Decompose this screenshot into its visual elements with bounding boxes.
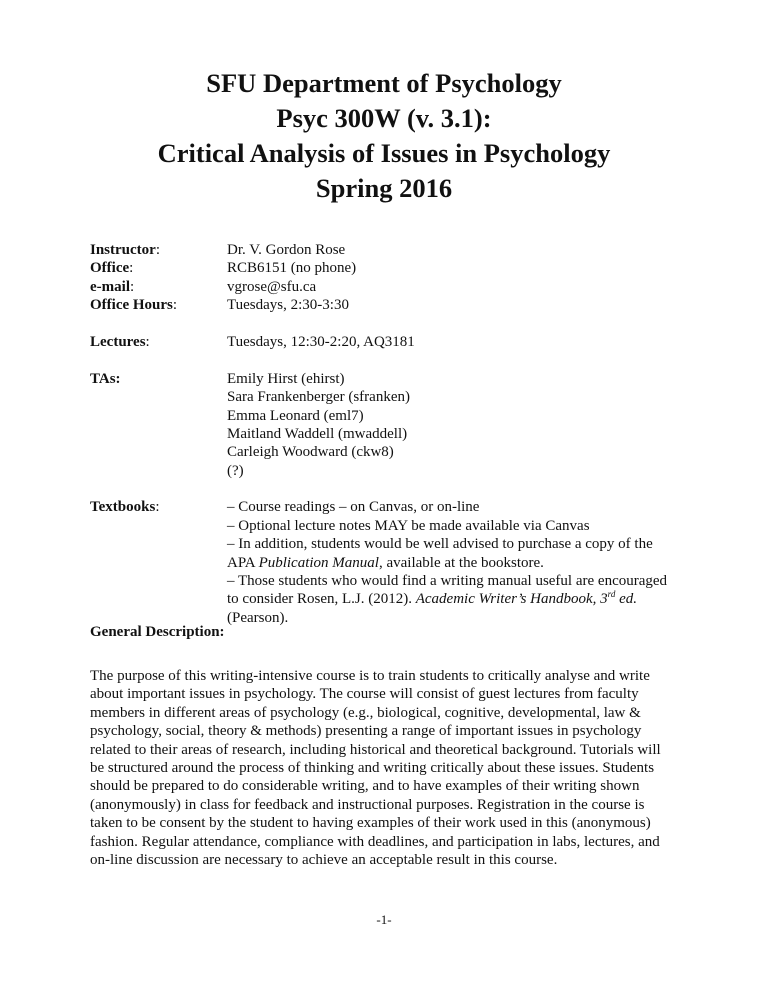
ta-item: (?)	[227, 462, 244, 479]
tas-label: TAs:	[90, 370, 121, 387]
publication-manual-title: Publication Manual	[258, 554, 379, 571]
paragraph-line: taken to be consent by the student to having examples of their work used in this (anonymous)	[90, 815, 651, 832]
ta-item: Emma Leonard (eml7)	[227, 407, 364, 424]
document-page: SFU Department of Psychology Psyc 300W (v. 3.1): Critical Analysis of Issues in Psychology Spring 2016 Instructor: Dr. V. Gordon Rose Office: RCB6151 (no phone) e-mail: vgrose@sfu.ca Office Hours: Tuesdays, 2:30-3:30 Lectures: Tuesdays, 12:30-2:20, AQ3181 TAs: Emily Hirst (ehirst) Sara Frankenberger (sfranken) Emma Leonard (eml7) Maitland Waddell (mwaddell) Carleigh Woodward (ckw8) (?) Textbooks: – Course readings – on Canvas, or on-line – Optional lecture notes MAY be made available via Canvas – In addition, students would be well advised to purchase a copy of the APA Publication Manual, available at the bookstore. – Those students who would find a writing manual useful are encouraged to consider Rosen, L.J. (2012). Academic Writer’s Handbook, 3rd ed. (Pearson). General Description: The purpose of this writing-intensive course is to train students to critically analyse and write about important issues in psychology. The course will consist of guest lectures from faculty members in different areas of psychology (e.g., biological, cognitive, developmental, law & psychology, social, theory & methods) presenting a range of important issues in psychology related to their areas of research, including historical and theoretical background. Tutorials will be structured around the process of thinking and writing critically about these issues. Students should be prepared to do considerable writing, and to have examples of their writing shown (anonymously) in class for feedback and instructional purposes. Registration in the course is taken to be consent by the student to having examples of their work used in this (anonymous) fashion. Regular attendance, compliance with deadlines, and participation in labs, lectures, and on-line discussion are necessary to achieve an acceptable result in this course. -1-	[0, 0, 768, 994]
paragraph-line: related to their areas of research, including historical and theoretical background. Tutorials will	[90, 741, 661, 758]
email-value[interactable]: vgrose@sfu.ca	[227, 278, 317, 295]
textbook-line: – In addition, students would be well advised to purchase a copy of the	[227, 536, 653, 553]
paragraph-line: should be prepared to do considerable writing, and to have examples of their writing shown	[90, 778, 640, 795]
textbook-line: – Those students who would find a writing manual useful are encouraged	[227, 573, 668, 590]
textbook-line: APA Publication Manual, available at the bookstore.	[227, 554, 544, 571]
office-hours-label: Office Hours	[90, 297, 173, 314]
email-label: e-mail	[90, 278, 130, 295]
department-title: SFU Department of Psychology	[206, 68, 562, 98]
office-value: RCB6151 (no phone)	[227, 260, 357, 277]
office-label: Office	[90, 260, 130, 277]
office-hours-value: Tuesdays, 2:30-3:30	[227, 297, 349, 314]
page-number: -1-	[376, 912, 392, 927]
paragraph-line: on-line discussion are necessary to achieve an acceptable result in this course.	[90, 851, 558, 868]
lectures-label: Lectures	[90, 333, 146, 350]
paragraph-line: be structured around the process of thinking and writing critically about these issues. Students	[90, 759, 655, 776]
paragraph-line: fashion. Regular attendance, compliance with deadlines, and participation in labs, lectures, and	[90, 833, 660, 850]
instructor-label: Instructor	[90, 242, 156, 258]
paragraph-line: (anonymously) in class for feedback and instructional purposes. Registration in the course is	[90, 796, 645, 813]
paragraph-line: about important issues in psychology. The course will consist of guest lectures from faculty	[90, 686, 639, 703]
paragraph-line: members in different areas of psychology (e.g., biological, cognitive, developmental, law &	[90, 704, 641, 721]
handbook-title: Academic Writer’s Handbook, 3rd ed.	[415, 589, 637, 608]
term-title: Spring 2016	[315, 173, 453, 203]
ta-item: Carleigh Woodward (ckw8)	[227, 444, 394, 461]
paragraph-line: The purpose of this writing-intensive course is to train students to critically analyse and write	[90, 668, 650, 684]
course-title-block	[0, 66, 768, 206]
paragraph-line: psychology, social, theory & methods) presenting a range of important issues in psychology	[90, 723, 642, 740]
textbook-line: (Pearson).	[227, 609, 289, 626]
ta-item: Emily Hirst (ehirst)	[227, 370, 345, 387]
textbook-line: – Optional lecture notes MAY be made available via Canvas	[227, 517, 590, 534]
textbook-line: to consider Rosen, L.J. (2012). Academic Writer’s Handbook, 3rd ed.	[227, 589, 637, 608]
lectures-value: Tuesdays, 12:30-2:20, AQ3181	[227, 333, 415, 350]
general-description-paragraph	[90, 667, 690, 869]
instructor-value: Dr. V. Gordon Rose	[227, 242, 346, 258]
textbooks-label: Textbooks	[90, 499, 156, 516]
textbook-line: – Course readings – on Canvas, or on-line	[227, 499, 480, 516]
ta-item: Maitland Waddell (mwaddell)	[227, 425, 408, 442]
course-name-title: Critical Analysis of Issues in Psychology	[157, 138, 611, 168]
general-description-heading: General Description:	[90, 624, 225, 640]
ta-item: Sara Frankenberger (sfranken)	[227, 389, 410, 406]
course-code-title: Psyc 300W (v. 3.1):	[276, 103, 492, 133]
